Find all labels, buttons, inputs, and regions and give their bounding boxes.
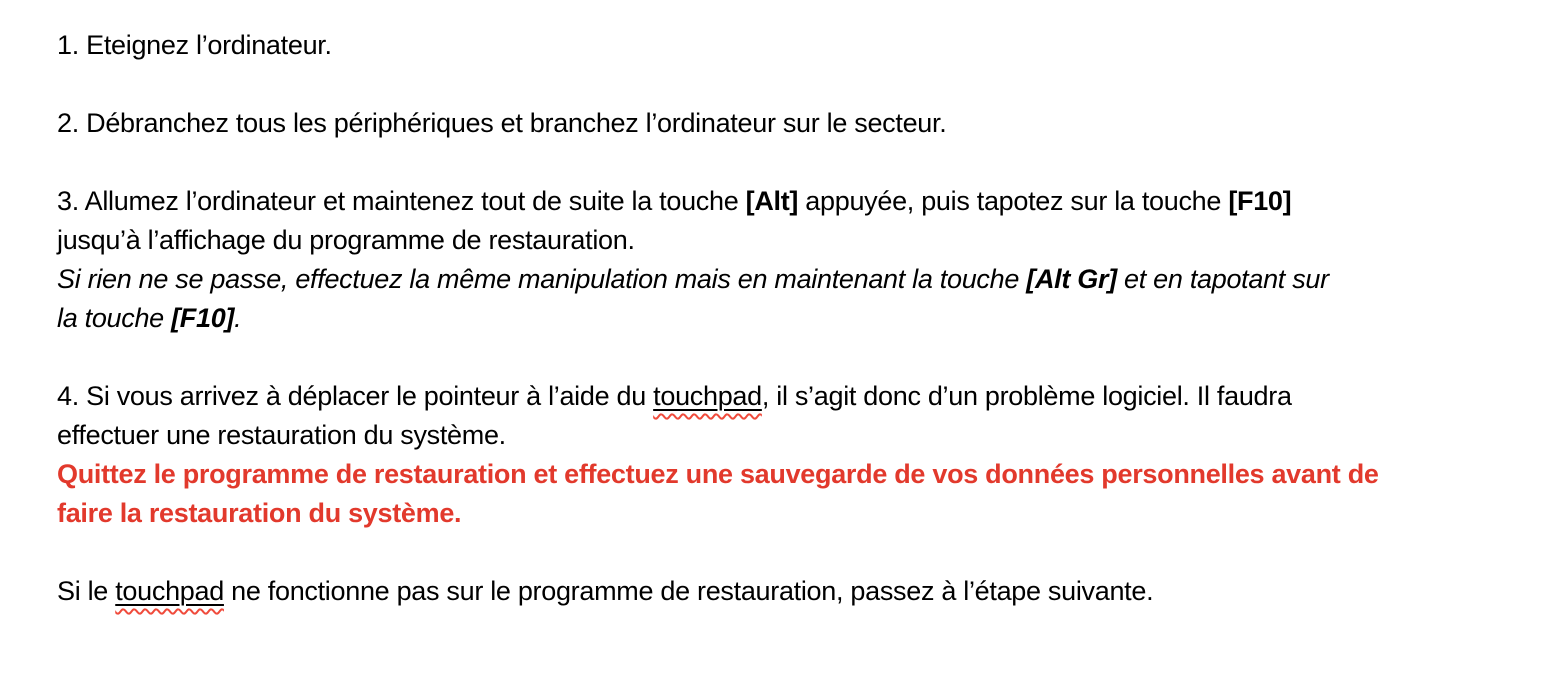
text-run: 3. Allumez l’ordinateur et maintenez tout de suite la touche [57,186,746,216]
text-line [57,455,1536,494]
text-line [57,494,1536,533]
text-run: Si rien ne se passe, effectuez la même manipulation mais en maintenant la touche [57,264,1027,294]
text-run: et en tapotant sur [1116,264,1329,294]
text-run: , il s’agit donc d’un problème logiciel. Il faudra [761,381,1292,411]
text-line [57,26,1536,65]
step-2 [57,104,1536,143]
text-line [57,104,1536,143]
text-run: Si le [57,576,116,606]
key-label-f10: [F10] [171,303,235,333]
text-line [57,572,1536,611]
text-line [57,260,1536,299]
text-line [57,221,1536,260]
misspelled-word-touchpad: touchpad [653,381,762,411]
text-run: 1. Eteignez l’ordinateur. [57,30,332,60]
text-line [57,299,1536,338]
key-label-altgr: [Alt Gr] [1026,264,1117,294]
text-run: 2. Débranchez tous les périphériques et branchez l’ordinateur sur le secteur. [57,108,947,138]
key-label-alt: [Alt] [745,186,799,216]
text-line [57,416,1536,455]
text-run: jusqu’à l’affichage du programme de restauration. [57,225,635,255]
note-touchpad-fallback [57,572,1536,611]
warning-text: Quittez le programme de restauration et effectuez une sauvegarde de vos données personnelles avant de [57,459,1379,489]
step-1 [57,26,1536,65]
step-3 [57,182,1536,338]
key-label-f10: [F10] [1228,186,1292,216]
text-run: . [234,303,242,333]
misspelled-word-touchpad: touchpad [115,576,224,606]
text-line [57,377,1536,416]
text-run: ne fonctionne pas sur le programme de restauration, passez à l’étape suivante. [223,576,1154,606]
warning-text: faire la restauration du système. [57,498,462,528]
text-line [57,182,1536,221]
text-run: 4. Si vous arrivez à déplacer le pointeur à l’aide du [57,381,654,411]
text-run: appuyée, puis tapotez sur la touche [798,186,1229,216]
text-run: la touche [57,303,172,333]
step-4 [57,377,1536,533]
text-run: effectuer une restauration du système. [57,420,506,450]
